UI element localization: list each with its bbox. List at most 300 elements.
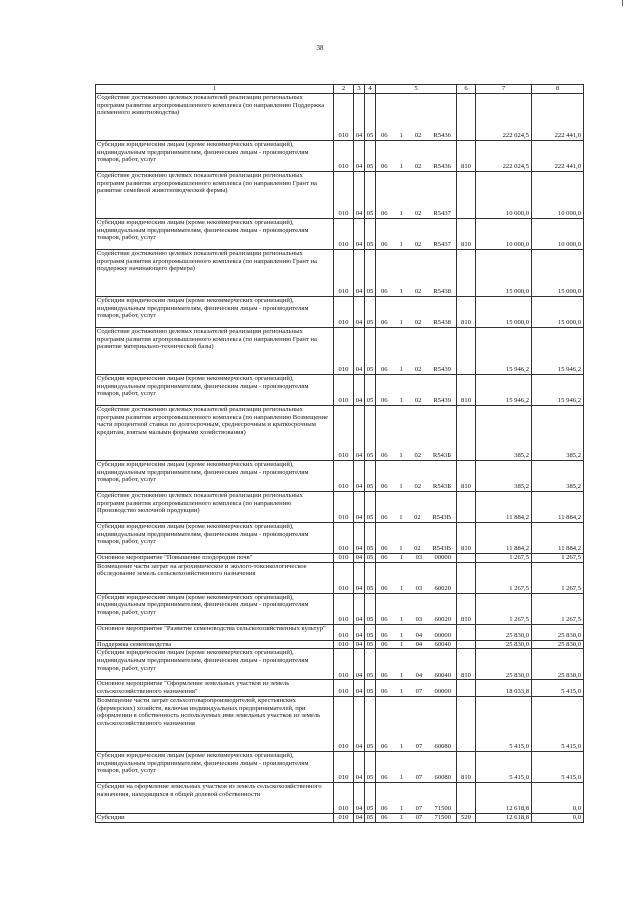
table-row [96,172,584,219]
row-description: Содействие достижению целевых показателей реализации региональных программ развития агропромышленного комплекса (по направлению Производство молочной продукции) [96,492,334,523]
code-part: 1 [399,163,403,171]
code-part: 04 [415,640,423,648]
cell-code-6 [457,406,476,461]
col-header: 2 [334,85,354,94]
row-description: Субсидии юридическим лицам (кроме некоммерческих организаций), индивидуальным предпринимателям, физическим лицам - производителям товаров, работ, услуг [96,461,334,492]
cell-code-5 [376,219,457,250]
cell-code-4: 05 [365,219,376,250]
row-description: Субсидии юридическим лицам (кроме некоммерческих организаций), индивидуальным предпринимателям, физическим лицам - производителям товаров, работ, услуг [96,297,334,328]
code-part: 1 [399,210,403,218]
cell-code-5 [376,492,457,523]
row-description: Субсидии юридическим лицам (кроме некоммерческих организаций), индивидуальным предпринимателям, физическим лицам - производителям товаров, работ, услуг [96,593,334,624]
cell-code-2: 010 [334,782,354,813]
cell-code-4: 05 [365,593,376,624]
header-row [96,85,584,94]
cell-code-6: 810 [457,141,476,172]
code-part: 1 [399,545,403,553]
cell-amount-8: 10 000,0 [532,172,584,219]
cell-code-4: 05 [365,328,376,375]
cell-code-6 [457,492,476,523]
cell-code-4: 05 [365,406,376,461]
code-part: 1 [399,397,403,405]
cell-code-3: 04 [354,172,365,219]
code-part: 1 [399,241,403,249]
code-part: R5437 [433,241,451,249]
code-part: 00000 [434,554,451,561]
code-part: 1 [399,616,404,623]
cell-code-6 [457,250,476,297]
cell-code-3: 04 [354,593,365,624]
cell-code-4: 05 [365,696,376,751]
row-description: Содействие достижению целевых показателей реализации региональных программ развития агропромышленного комплекса (по направлению Грант на развитие семейной животноводческой фермы) [96,172,334,219]
table-row [96,751,584,782]
cell-code-4: 05 [365,141,376,172]
code-part: 06 [381,640,388,648]
code-part: 00000 [434,632,451,639]
code-part: 06 [381,671,388,679]
table-row [96,554,584,563]
cell-code-3: 04 [354,640,365,649]
code-part: 1 [399,452,403,460]
cell-code-2: 010 [334,375,354,406]
cell-code-6 [457,624,476,640]
cell-code-6: 810 [457,297,476,328]
cell-amount-8: 5 415,0 [532,680,584,696]
cell-code-5 [376,562,457,593]
code-part: 04 [415,671,423,679]
cell-code-2: 010 [334,250,354,297]
cell-amount-8: 10 000,0 [532,219,584,250]
table-row [96,328,584,375]
cell-amount-8: 25 830,0 [532,624,584,640]
row-description: Субсидии юридическим лицам (кроме некоммерческих организаций), индивидуальным предпринимателям, физическим лицам - производителям товаров, работ, услуг [96,219,334,250]
code-part: 60080 [434,774,451,782]
cell-code-4: 05 [365,461,376,492]
cell-code-2: 010 [334,593,354,624]
cell-code-3: 04 [354,813,365,822]
code-part: 1 [399,805,404,813]
cell-code-2: 010 [334,141,354,172]
cell-code-2: 010 [334,297,354,328]
cell-amount-7: 15 000,0 [476,250,532,297]
code-part: R5438 [433,288,451,296]
code-part: 03 [415,585,423,592]
code-part: 06 [381,616,388,623]
cell-code-5 [376,94,457,141]
cell-amount-8: 0,0 [532,782,584,813]
cell-amount-7: 11 884,2 [476,523,532,554]
col-header: 7 [476,85,532,94]
cell-amount-8: 15 946,2 [532,375,584,406]
cell-amount-7: 12 618,8 [476,782,532,813]
cell-code-6: 810 [457,219,476,250]
cell-amount-7: 10 000,0 [476,219,532,250]
cell-code-2: 010 [334,696,354,751]
code-part: 02 [414,241,422,249]
cell-code-3: 04 [354,250,365,297]
cell-amount-7: 5 415,0 [476,751,532,782]
code-part: 02 [414,319,422,327]
cell-code-4: 05 [365,640,376,649]
code-part: 1 [399,132,403,140]
cell-amount-8: 5 415,0 [532,751,584,782]
cell-amount-7: 15 000,0 [476,297,532,328]
code-part: 1 [399,585,404,592]
cell-code-3: 04 [354,219,365,250]
col-header: 4 [365,85,376,94]
code-part: 03 [415,616,423,623]
code-part: R5439 [433,397,451,405]
cell-code-2: 010 [334,813,354,822]
row-description: Содействие достижению целевых показателей реализации региональных программ развития агропромышленного комплекса (по направлению Поддержка племенного животноводства) [96,94,334,141]
cell-amount-7: 25 830,0 [476,649,532,680]
cell-amount-7: 25 830,0 [476,624,532,640]
code-part: 1 [399,688,404,696]
code-part: 06 [381,163,388,171]
code-part: 06 [381,813,388,821]
cell-code-2: 010 [334,219,354,250]
cell-code-4: 05 [365,250,376,297]
code-part: 07 [415,774,423,782]
cell-code-2: 010 [334,562,354,593]
cell-code-4: 05 [365,751,376,782]
cell-code-2: 010 [334,172,354,219]
code-part: 06 [381,366,388,374]
col-header: 5 [376,85,457,94]
cell-amount-7: 222 024,5 [476,94,532,141]
col-header: 6 [457,85,476,94]
code-part: 07 [415,805,423,813]
cell-code-3: 04 [354,554,365,563]
table-row [96,640,584,649]
code-part: 06 [381,805,388,813]
cell-code-2: 010 [334,406,354,461]
code-part: 02 [414,210,422,218]
row-description: Субсидии юридическим лицам (кроме некоммерческих организаций), индивидуальным предпринимателям, физическим лицам - производителям товаров, работ, услуг [96,751,334,782]
cell-code-3: 04 [354,141,365,172]
cell-code-5 [376,328,457,375]
cell-code-2: 010 [334,554,354,563]
cell-code-5 [376,640,457,649]
cell-code-5 [376,751,457,782]
cell-amount-7: 222 024,5 [476,141,532,172]
code-part: 60040 [434,640,451,648]
cell-code-3: 04 [354,375,365,406]
cell-code-2: 010 [334,640,354,649]
code-part: 1 [399,366,403,374]
cell-amount-8: 0,0 [532,813,584,822]
cell-code-6 [457,554,476,563]
code-part: R5436 [433,132,451,140]
cell-code-3: 04 [354,649,365,680]
cell-code-3: 04 [354,782,365,813]
code-part: 60040 [434,671,451,679]
cell-code-4: 05 [365,649,376,680]
cell-code-3: 04 [354,751,365,782]
row-description: Субсидии юридическим лицам (кроме некоммерческих организаций), индивидуальным предпринимателям, физическим лицам - производителям товаров, работ, услуг [96,141,334,172]
cell-code-3: 04 [354,461,365,492]
table-row [96,219,584,250]
cell-amount-7: 1 267,5 [476,593,532,624]
cell-amount-7: 385,2 [476,406,532,461]
table-row [96,562,584,593]
code-part: 07 [415,688,423,696]
cell-code-5 [376,461,457,492]
cell-code-5 [376,782,457,813]
cell-code-3: 04 [354,562,365,593]
code-part: 06 [381,554,388,561]
table-row [96,782,584,813]
code-part: 06 [381,288,388,296]
code-part: 06 [381,483,388,491]
cell-code-4: 05 [365,523,376,554]
cell-code-6: 810 [457,523,476,554]
cell-code-3: 04 [354,328,365,375]
code-part: 71500 [434,813,451,821]
cell-code-3: 04 [354,624,365,640]
code-part: 06 [381,585,388,592]
row-description: Возмещение части затрат сельхозтоваропроизводителей, крестьянских (фермерских) хозяйств, включая индивидуальных предпринимателей, при оформлении в собственность используемых ими земельных участков из земель сельскохозяйственного назначения [96,696,334,751]
code-part: 1 [399,483,403,491]
code-part: 02 [414,132,422,140]
cell-code-6: 810 [457,649,476,680]
cell-code-5 [376,406,457,461]
row-description: Субсидии юридическим лицам (кроме некоммерческих организаций), индивидуальным предпринимателям, физическим лицам - производителям товаров, работ, услуг [96,523,334,554]
cell-code-6 [457,782,476,813]
cell-code-3: 04 [354,94,365,141]
code-part: 07 [415,743,423,751]
cell-amount-8: 1 267,5 [532,593,584,624]
cell-code-4: 05 [365,172,376,219]
cell-amount-7: 385,2 [476,461,532,492]
cell-code-5 [376,554,457,563]
code-part: R5437 [433,210,451,218]
code-part: 02 [414,545,421,553]
code-part: 02 [414,397,422,405]
cell-amount-8: 385,2 [532,461,584,492]
table-row [96,813,584,822]
cell-code-5 [376,375,457,406]
cell-code-6: 810 [457,375,476,406]
cell-code-5 [376,297,457,328]
table-row [96,461,584,492]
cell-code-4: 05 [365,375,376,406]
code-part: 02 [414,366,422,374]
code-part: 06 [381,452,388,460]
code-part: 02 [414,483,422,491]
cell-amount-8: 25 830,0 [532,649,584,680]
cell-code-6 [457,94,476,141]
cell-amount-7: 1 267,5 [476,562,532,593]
code-part: 1 [399,774,404,782]
code-part: R543Б [432,483,451,491]
code-part: 06 [381,210,388,218]
code-part: 1 [399,319,403,327]
code-part: 02 [414,288,422,296]
cell-code-4: 05 [365,492,376,523]
code-part: 06 [381,319,388,327]
code-part: 03 [415,554,423,561]
code-part: 1 [399,813,404,821]
row-description: Субсидии юридическим лицам (кроме некоммерческих организаций), индивидуальным предпринимателям, физическим лицам - производителям товаров, работ, услуг [96,375,334,406]
cell-code-3: 04 [354,696,365,751]
cell-amount-7: 25 830,0 [476,640,532,649]
code-part: R5439 [433,366,451,374]
code-part: 1 [399,743,404,751]
table-row [96,250,584,297]
cell-amount-7: 12 618,8 [476,813,532,822]
table-row [96,297,584,328]
cell-code-2: 010 [334,649,354,680]
row-description: Содействие достижению целевых показателей реализации региональных программ развития агропромышленного комплекса (по направлению Грант на развитие материально-технической базы) [96,328,334,375]
row-description: Содействие достижению целевых показателей реализации региональных программ развития агропромышленного комплекса (по направлению Грант на поддержку начинающего фермера) [96,250,334,297]
cell-code-5 [376,523,457,554]
code-part: 1 [399,554,404,561]
row-description: Субсидии на оформление земельных участков из земель сельскохозяйственного назначения, находящихся в общей долевой собственности [96,782,334,813]
cell-amount-7: 11 884,2 [476,492,532,523]
cell-amount-7: 15 946,2 [476,328,532,375]
cell-code-3: 04 [354,523,365,554]
col-header: 3 [354,85,365,94]
cell-code-5 [376,649,457,680]
table-row [96,680,584,696]
cell-code-5 [376,172,457,219]
col-header: 1 [96,85,334,94]
cell-code-6: 810 [457,751,476,782]
cell-code-4: 05 [365,624,376,640]
code-part: 1 [399,632,404,639]
cell-code-5 [376,250,457,297]
cell-code-5 [376,624,457,640]
code-part: 60020 [434,616,451,623]
code-part: R543В [432,514,451,522]
cell-code-6 [457,696,476,751]
cell-amount-8: 15 946,2 [532,328,584,375]
code-part: R5438 [433,319,451,327]
cell-code-4: 05 [365,94,376,141]
cell-code-4: 05 [365,813,376,822]
cell-code-2: 010 [334,751,354,782]
table-row [96,375,584,406]
row-description: Субсидии юридическим лицам (кроме некоммерческих организаций), индивидуальным предпринимателям, физическим лицам - производителям товаров, работ, услуг [96,649,334,680]
code-part: 00000 [434,688,451,696]
cell-amount-8: 11 884,2 [532,492,584,523]
table-row [96,696,584,751]
cell-code-3: 04 [354,297,365,328]
budget-table [95,84,584,823]
table-row [96,94,584,141]
table-row [96,492,584,523]
table-row [96,406,584,461]
code-part: 06 [381,743,388,751]
cell-amount-7: 15 946,2 [476,375,532,406]
code-part: 06 [381,688,388,696]
cell-amount-8: 222 441,0 [532,141,584,172]
cell-code-4: 05 [365,680,376,696]
code-part: R5436 [433,163,451,171]
cell-code-3: 04 [354,680,365,696]
cell-code-2: 010 [334,461,354,492]
code-part: 06 [381,397,388,405]
cell-amount-7: 18 033,8 [476,680,532,696]
cell-code-6 [457,562,476,593]
cell-code-4: 05 [365,562,376,593]
code-part: 1 [399,514,403,522]
table-row [96,523,584,554]
cell-code-2: 010 [334,523,354,554]
cell-amount-8: 5 415,0 [532,696,584,751]
code-part: 60080 [434,743,451,751]
code-part: 07 [415,813,423,821]
cell-amount-8: 1 267,5 [532,562,584,593]
cell-code-3: 04 [354,492,365,523]
code-part: 06 [381,241,388,249]
cell-code-5 [376,680,457,696]
cell-code-3: 04 [354,406,365,461]
cell-code-5 [376,141,457,172]
cell-amount-8: 15 000,0 [532,250,584,297]
code-part: 06 [381,632,388,639]
cell-code-6 [457,680,476,696]
cell-code-4: 05 [365,297,376,328]
code-part: 06 [381,132,388,140]
cell-code-2: 010 [334,94,354,141]
code-part: 02 [414,452,422,460]
cell-amount-7: 10 000,0 [476,172,532,219]
col-header: 8 [532,85,584,94]
cell-code-2: 010 [334,492,354,523]
cell-code-5 [376,593,457,624]
cell-amount-8: 222 441,0 [532,94,584,141]
cell-code-6: 810 [457,593,476,624]
cell-code-6 [457,640,476,649]
cell-code-6 [457,328,476,375]
row-description: Основное мероприятие "Оформление земельных участков из земель сельскохозяйственного назначения" [96,680,334,696]
table-row [96,593,584,624]
code-part: 1 [399,671,404,679]
code-part: 06 [381,545,388,553]
cell-amount-8: 15 000,0 [532,297,584,328]
cell-amount-8: 25 830,0 [532,640,584,649]
corner-mark [622,0,623,6]
cell-amount-8: 385,2 [532,406,584,461]
code-part: 02 [414,514,421,522]
row-description: Содействие достижению целевых показателей реализации региональных программ развития агропромышленного комплекса (по направлению Возмещение части процентной ставки по долгосрочным, среднесрочным и краткосрочным кредитам, взятым малыми формами хозяйствования) [96,406,334,461]
row-description: Возмещение части затрат на агрохимическое и эколого-токсикологическое обследование земель сельскохозяйственного назначения [96,562,334,593]
cell-code-2: 010 [334,328,354,375]
cell-code-4: 05 [365,782,376,813]
code-part: 06 [381,514,388,522]
table-row [96,624,584,640]
cell-amount-8: 1 267,5 [532,554,584,563]
page-number: 38 [316,44,324,52]
row-description: Субсидии [96,813,334,822]
cell-amount-8: 11 884,2 [532,523,584,554]
cell-code-6: 810 [457,461,476,492]
table-row [96,649,584,680]
code-part: 1 [399,288,403,296]
code-part: R543В [432,545,451,553]
code-part: 06 [381,774,388,782]
code-part: 1 [399,640,404,648]
cell-code-6: 520 [457,813,476,822]
row-description: Основное мероприятие "Развитие семеноводства сельскохозяйственных культур" [96,624,334,640]
row-description: Основное мероприятие "Повышение плодородия почв" [96,554,334,563]
code-part: 02 [414,163,422,171]
code-part: 71500 [434,805,451,813]
code-part: 60020 [434,585,451,592]
cell-code-5 [376,696,457,751]
